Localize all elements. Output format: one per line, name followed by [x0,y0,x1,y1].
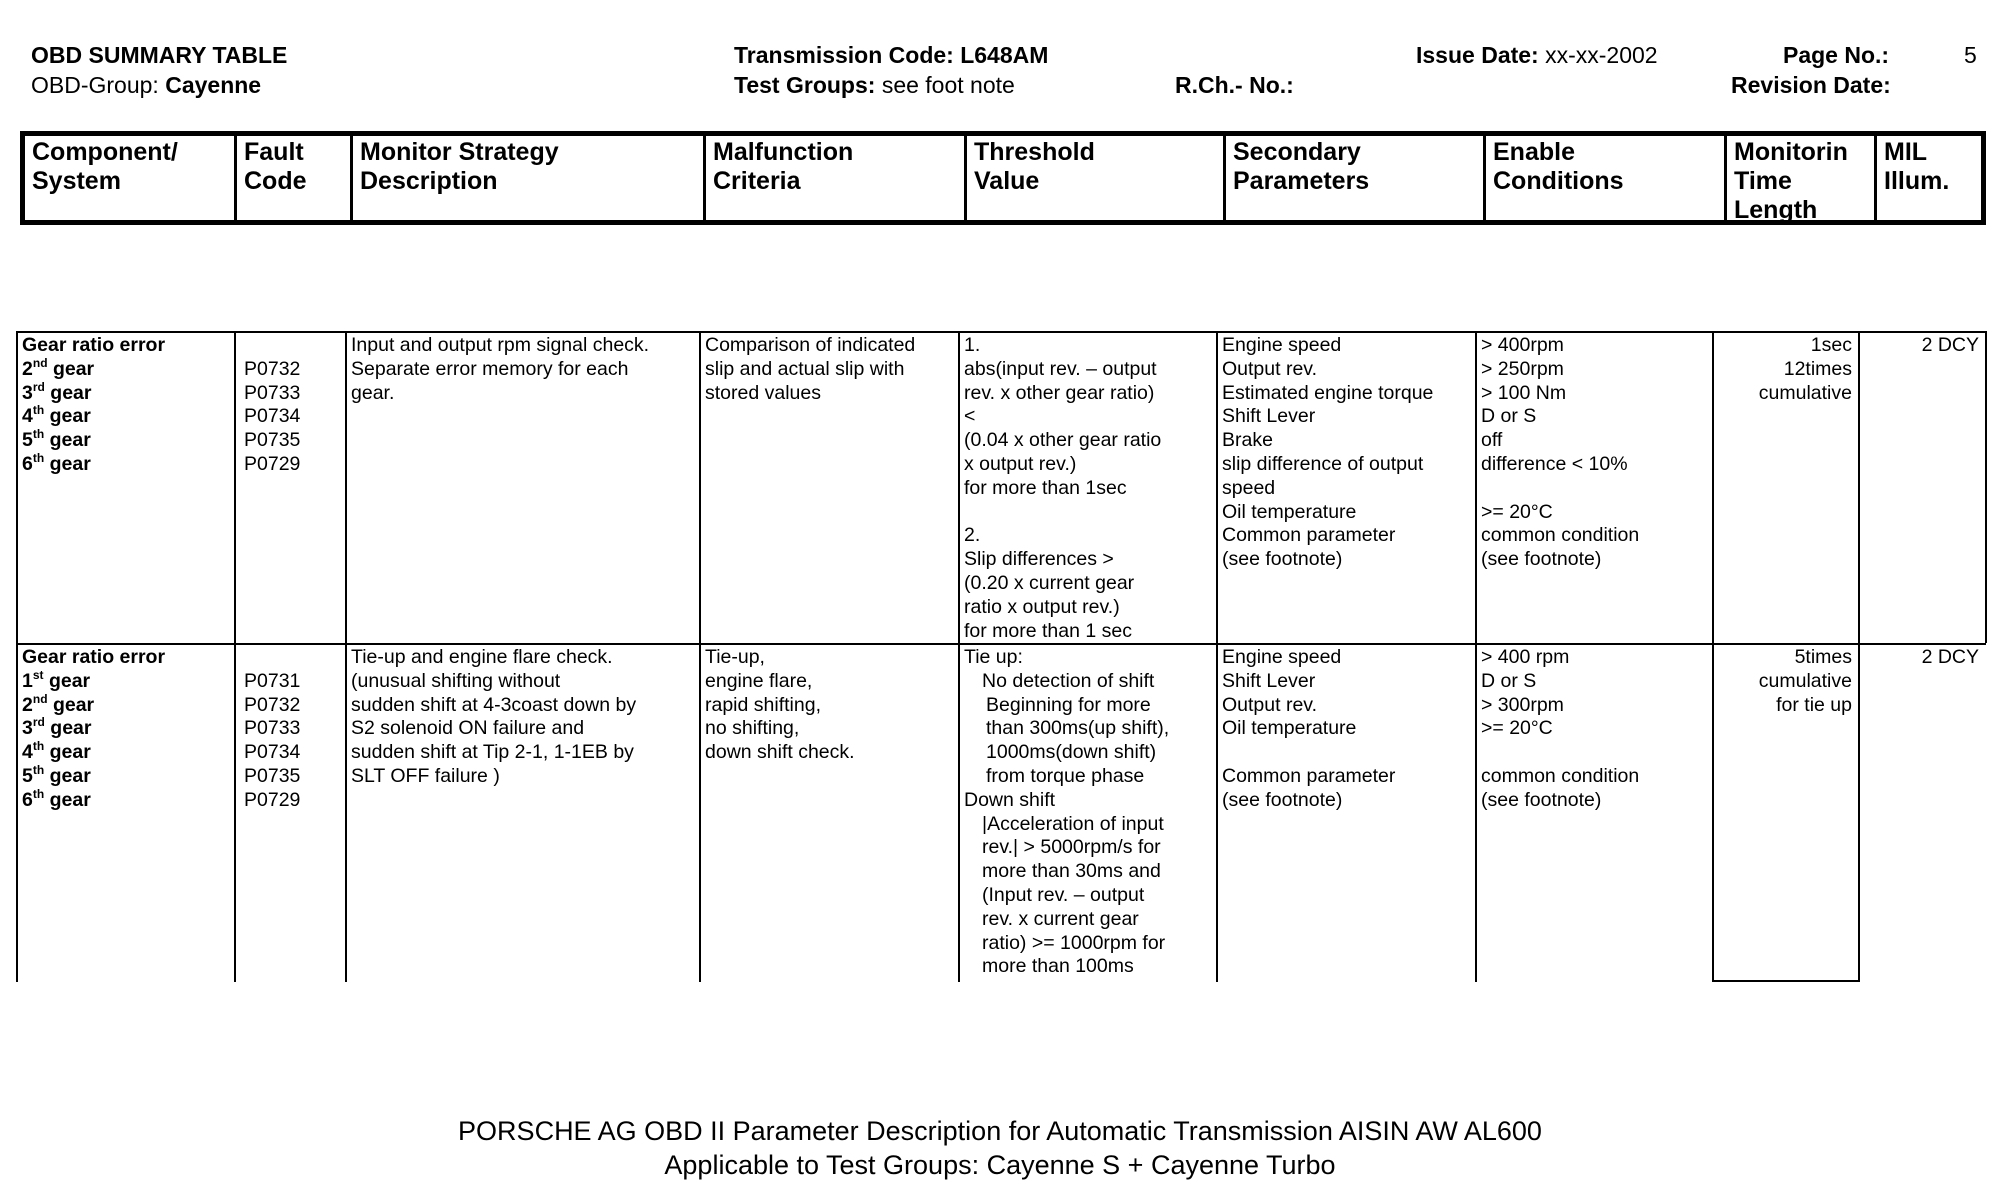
threshold-cell: Tie up: No detection of shift Beginning for more than 300ms(up shift), 1000ms(down shift) from torque phase Down shift |Acceleration of input rev.| > 5000rpm/s for more than 30ms and (Input rev. – output rev. x current gear ratio) >= 1000rpm for more than 100ms [964,646,1170,978]
enable-cell: > 400rpm > 250rpm > 100 Nm D or S off difference < 10% >= 20°C common condition (see footnote) [1481,334,1640,571]
issue-date-label: Issue Date: [1416,42,1539,68]
secondary-cell: Engine speed Output rev. Estimated engine torque Shift Lever Brake slip difference of output speed Oil temperature Common parameter (see footnote) [1222,334,1434,571]
obd-group-value: Cayenne [165,72,262,98]
component-cell: Gear ratio error 1st gear 2nd gear 3rd gear 4th gear 5th gear 6th gear [22,646,166,811]
malfunction-cell: Tie-up, engine flare, rapid shifting, no shifting, down shift check. [705,646,855,764]
revision-date-label: Revision Date: [1731,72,1891,98]
test-groups [734,70,1015,100]
transmission-code-value: L648AM [960,42,1049,68]
time-cell: 5times cumulative for tie up [1758,646,1852,716]
obd-group-label: OBD-Group: [31,72,159,98]
fault-code-cell: P0731 P0732 P0733 P0734 P0735 P0729 [244,669,301,811]
fault-code-cell: P0732 P0733 P0734 P0735 P0729 [244,357,301,475]
col-threshold-value: Threshold Value [964,136,1223,220]
mil-cell: 2 DCY [1921,334,1979,356]
test-groups-label: Test Groups: [734,72,876,98]
enable-cell: > 400 rpm D or S > 300rpm >= 20°C common condition (see footnote) [1481,646,1640,811]
footer-line-2: Applicable to Test Groups: Cayenne S + Cayenne Turbo [664,1150,1336,1180]
threshold-cell: 1. abs(input rev. – output rev. x other gear ratio) < (0.04 x other gear ratio x output rev.) for more than 1sec 2. Slip differences > (0.20 x current gear ratio x output rev.) for more than 1 sec [964,334,1162,642]
component-cell: Gear ratio error 2nd gear 3rd gear 4th gear 5th gear 6th gear [22,334,166,475]
col-mil-illum: MIL Illum. [1874,136,1981,220]
transmission-code [734,40,1048,70]
doc-title: OBD SUMMARY TABLE [31,42,288,68]
rch-no-label: R.Ch.- No.: [1175,72,1294,98]
transmission-code-label: Transmission Code: [734,42,954,68]
obd-group [31,70,261,100]
page-no-label: Page No.: [1783,42,1890,68]
page-no-value: 5 [1964,42,1977,68]
col-component: Component/ System [32,138,178,195]
table-row [16,331,1986,643]
col-monitor-strategy: Monitor Strategy Description [350,136,703,220]
col-monitoring-time: Monitorin Time Length [1724,136,1874,220]
col-fault-code: Fault Code [234,136,350,220]
secondary-cell: Engine speed Shift Lever Output rev. Oil temperature Common parameter (see footnote) [1222,646,1396,811]
issue-date-value: xx-xx-2002 [1545,42,1658,68]
col-secondary-parameters: Secondary Parameters [1223,136,1483,220]
col-malfunction-criteria: Malfunction Criteria [703,136,964,220]
table-body [16,331,1986,982]
table-row [16,643,1986,982]
test-groups-value: see foot note [881,72,1015,98]
malfunction-cell: Comparison of indicated slip and actual slip with stored values [705,334,916,404]
monitor-cell: Input and output rpm signal check. Separate error memory for each gear. [351,334,650,404]
footer-line-1: PORSCHE AG OBD II Parameter Description for Automatic Transmission AISIN AW AL600 [458,1116,1542,1146]
issue-date [1416,40,1658,70]
time-cell: 1sec 12times cumulative [1758,334,1852,404]
monitor-cell: Tie-up and engine flare check. (unusual shifting without sudden shift at 4-3coast down by S2 solenoid ON failure and sudden shift at Tip 2-1, 1-1EB by SLT OFF failure ) [351,646,637,787]
col-enable-conditions: Enable Conditions [1483,136,1724,220]
mil-cell: 2 DCY [1921,646,1979,668]
column-header [20,131,1986,225]
